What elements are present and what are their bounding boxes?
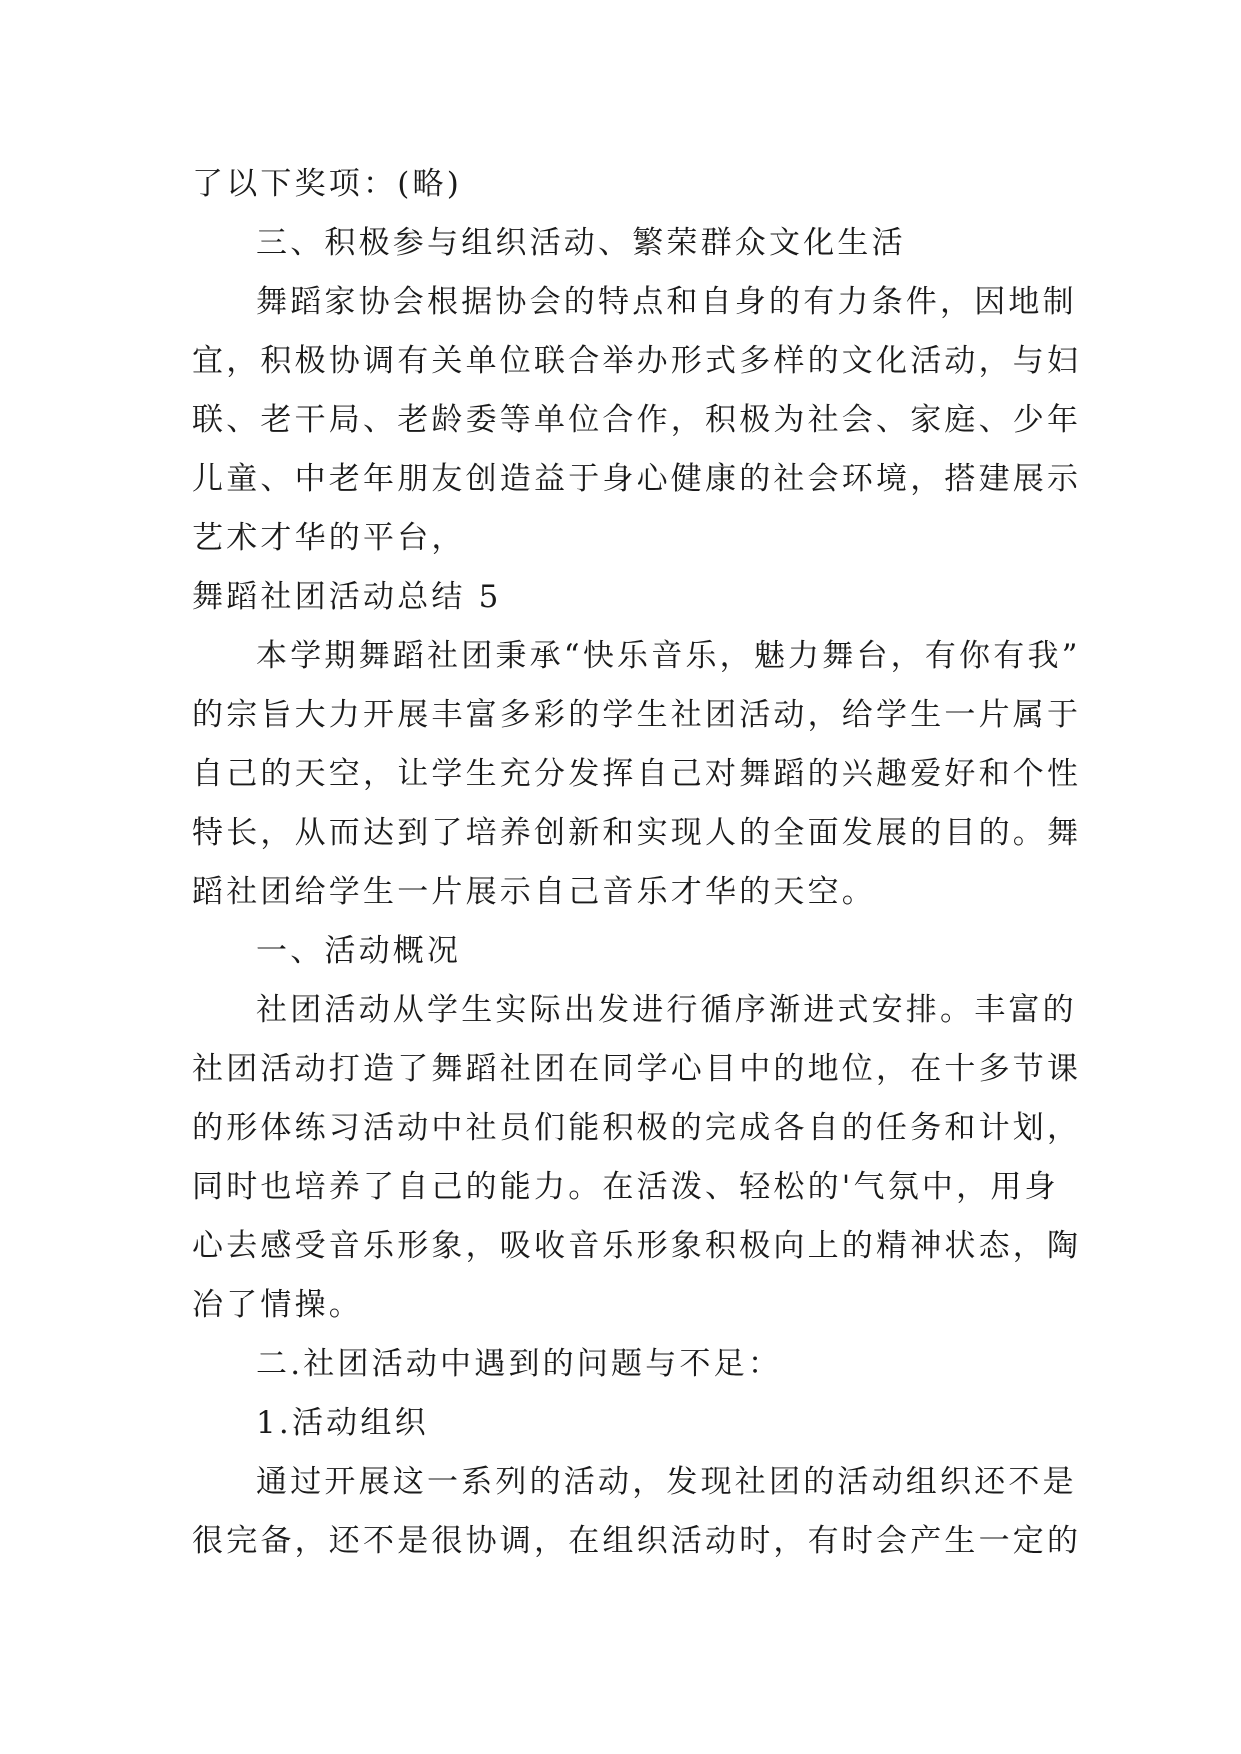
paragraph-line: 联、老干局、老龄委等单位合作，积极为社会、家庭、少年 xyxy=(192,402,1082,438)
paragraph-line: 特长，从而达到了培养创新和实现人的全面发展的目的。舞 xyxy=(192,815,1082,851)
paragraph-line: 心去感受音乐形象，吸收音乐形象积极向上的精神状态，陶 xyxy=(192,1228,1082,1264)
paragraph-line: 艺术才华的平台， xyxy=(192,520,466,556)
section-heading-1: 一、活动概况 xyxy=(256,933,462,969)
paragraph-line: 的宗旨大力开展丰富多彩的学生社团活动，给学生一片属于 xyxy=(192,697,1082,733)
paragraph-line: 很完备，还不是很协调，在组织活动时，有时会产生一定的 xyxy=(192,1523,1082,1559)
paragraph-line: 通过开展这一系列的活动，发现社团的活动组织还不是 xyxy=(256,1464,1077,1500)
section-heading-2: 二.社团活动中遇到的问题与不足： xyxy=(256,1346,783,1382)
article-title: 舞蹈社团活动总结 5 xyxy=(192,579,502,615)
document-body xyxy=(192,155,1082,1571)
paragraph-line: 社团活动打造了舞蹈社团在同学心目中的地位，在十多节课 xyxy=(192,1051,1082,1087)
paragraph-line: 了以下奖项：(略) xyxy=(192,166,462,202)
paragraph-line: 社团活动从学生实际出发进行循序渐进式安排。丰富的 xyxy=(256,992,1077,1028)
paragraph-line: 的形体练习活动中社员们能积极的完成各自的任务和计划， xyxy=(192,1110,1082,1146)
paragraph-line: 本学期舞蹈社团秉承“快乐音乐，魅力舞台，有你有我” xyxy=(256,638,1081,674)
paragraph-line: 蹈社团给学生一片展示自己音乐才华的天空。 xyxy=(192,874,876,910)
paragraph-line: 儿童、中老年朋友创造益于身心健康的社会环境，搭建展示 xyxy=(192,461,1082,497)
paragraph-line: 宜，积极协调有关单位联合举办形式多样的文化活动，与妇 xyxy=(192,343,1082,379)
paragraph-line: 舞蹈家协会根据协会的特点和自身的有力条件，因地制 xyxy=(256,284,1077,320)
paragraph-line: 自己的天空，让学生充分发挥自己对舞蹈的兴趣爱好和个性 xyxy=(192,756,1082,792)
paragraph-line: 冶了情操。 xyxy=(192,1287,363,1323)
paragraph-line: 同时也培养了自己的能力。在活泼、轻松的'气氛中，用身 xyxy=(192,1169,1059,1205)
section-heading-3: 三、积极参与组织活动、繁荣群众文化生活 xyxy=(256,225,906,261)
subsection-heading: 1.活动组织 xyxy=(256,1405,429,1441)
